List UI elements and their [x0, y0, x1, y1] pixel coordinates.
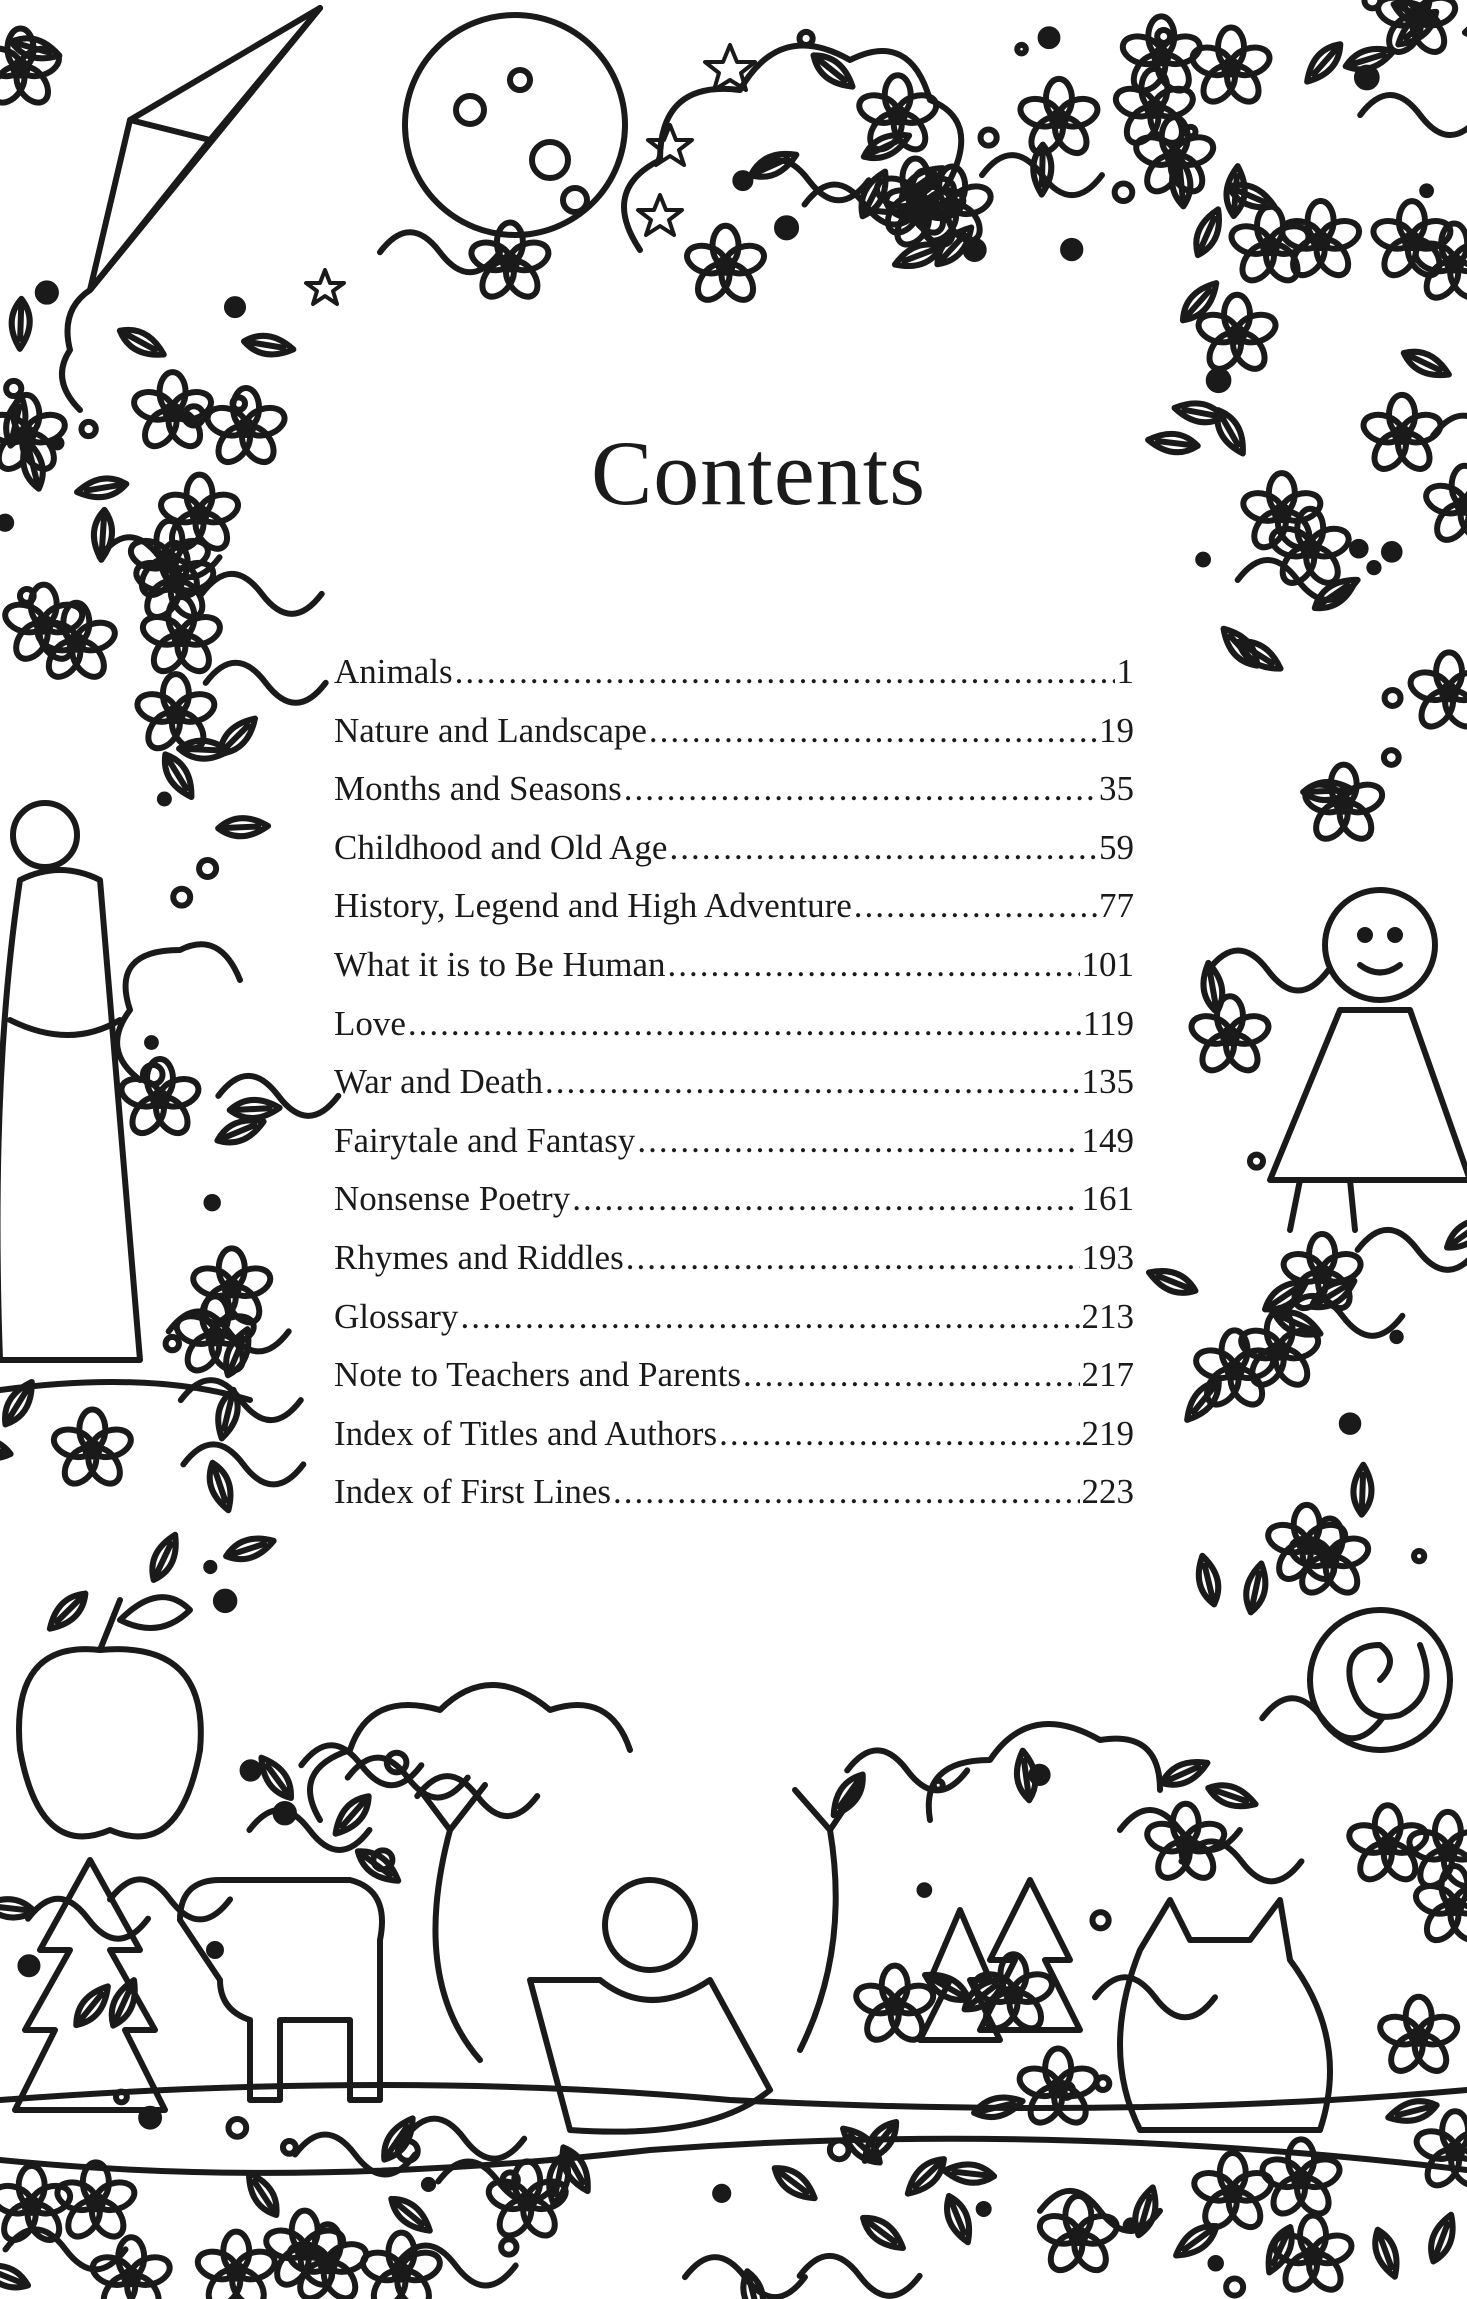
dot-leader [626, 1238, 1080, 1278]
dot [216, 1592, 234, 1610]
dot [38, 283, 56, 301]
leaf-icon [214, 1113, 267, 1149]
toc-entry-title: Animals [334, 652, 453, 691]
dot [1250, 1155, 1263, 1168]
toc-entry-title: Rhymes and Riddles [334, 1237, 624, 1277]
vine-swirl [1262, 1698, 1382, 1738]
dot [1384, 750, 1399, 765]
dot-leader [637, 1121, 1079, 1161]
dot-leader [460, 1297, 1079, 1337]
leaf-icon [229, 1099, 280, 1119]
dot [1017, 45, 1026, 54]
toc-entry-title: Months and Seasons [334, 769, 622, 809]
toc-entry-title: Note to Teachers and Parents [334, 1355, 742, 1395]
leaf-icon [1033, 144, 1052, 194]
toc-entry[interactable] [334, 1062, 1134, 1121]
leaf-icon [218, 817, 269, 837]
toc-entry[interactable] [334, 945, 1134, 1004]
moon-illustration [405, 15, 625, 235]
dot [6, 381, 21, 396]
toc-entry-page: 161 [1081, 1179, 1134, 1219]
flower-icon [134, 674, 218, 754]
dot [166, 1337, 179, 1350]
dot [228, 2119, 246, 2137]
vine-swirl [110, 1879, 230, 1919]
toc-entry[interactable] [334, 1472, 1134, 1531]
dot-leader [572, 1179, 1079, 1219]
leaf-icon [972, 2092, 1025, 2121]
flower-icon [1302, 765, 1386, 845]
dot [141, 2109, 159, 2127]
flower-icon [1413, 2111, 1467, 2191]
toc-entry-page: 135 [1081, 1062, 1134, 1102]
toc-entry-page: 223 [1081, 1472, 1134, 1512]
dot [206, 1197, 217, 1208]
dot [116, 2092, 127, 2103]
leaf-icon [223, 1532, 276, 1565]
dot-leader [649, 711, 1097, 751]
flower-icon [1370, 201, 1454, 281]
toc-entry[interactable] [334, 886, 1134, 945]
toc-entry-page: 35 [1099, 769, 1134, 809]
vine-swirl [206, 663, 326, 703]
toc-entry[interactable] [334, 1121, 1134, 1180]
dot [1422, 186, 1431, 195]
dot [1157, 30, 1170, 43]
dot [243, 1762, 259, 1778]
flower-icon [359, 2233, 443, 2299]
dot [715, 2187, 728, 2200]
dot-leader [455, 652, 1115, 692]
leaf-icon [1242, 1562, 1270, 1615]
dot [160, 795, 169, 804]
dot-leader [408, 1004, 1081, 1044]
leaf-icon [1261, 2223, 1298, 2276]
leaf-icon [1425, 2212, 1460, 2265]
leaf-icon [858, 2211, 909, 2255]
leaf-icon [826, 1769, 870, 1820]
vine-swirl [202, 574, 322, 614]
flower-icon [1188, 996, 1272, 1076]
dot [777, 218, 796, 237]
toc-entry-title: Fairytale and Fantasy [334, 1120, 636, 1160]
toc-entry-page: 213 [1081, 1296, 1134, 1336]
leaf-icon [44, 1587, 92, 1635]
toc-entry[interactable] [334, 1414, 1134, 1473]
leaf-icon [1233, 634, 1285, 676]
toc-entry-title: Nonsense Poetry [334, 1179, 571, 1219]
toc-entry-page: 1 [1116, 652, 1134, 691]
dot [1063, 241, 1080, 258]
toc-entry-title: War and Death [334, 1062, 544, 1102]
dot [1041, 29, 1058, 46]
toc-entry-page: 101 [1081, 944, 1134, 984]
leaf-icon [1205, 1780, 1258, 1813]
dot-leader [667, 945, 1079, 985]
leaf-icon [1369, 2227, 1403, 2280]
leaf-icon [747, 147, 800, 184]
toc-entry-title: Glossary [334, 1296, 459, 1336]
vine-swirl [28, 1899, 148, 1939]
leaf-icon [1271, 1306, 1324, 1342]
toc-entry[interactable] [334, 1238, 1134, 1297]
dot [1342, 1415, 1358, 1431]
dot [1210, 2258, 1221, 2269]
dot [206, 1563, 214, 1571]
vine-swirl [181, 1380, 301, 1420]
toc-entry-page: 77 [1099, 886, 1134, 926]
leaf-icon [1014, 1749, 1038, 1801]
leaf-icon [808, 48, 858, 93]
leaf-icon [386, 2192, 436, 2238]
vine-swirl [1095, 1977, 1215, 2017]
flower-icon [1189, 28, 1273, 108]
dot-leader [545, 1062, 1079, 1102]
page-title: Contents [590, 422, 927, 524]
dot [800, 32, 813, 45]
leaf-icon [941, 2193, 977, 2246]
flower-icon [2, 585, 86, 665]
leaf-icon [69, 1981, 115, 2031]
toc-entry-page: 217 [1081, 1355, 1134, 1395]
leaf-icon [1130, 2185, 1161, 2238]
dot [143, 1065, 163, 1085]
dot [1226, 2279, 1243, 2296]
toc-entry-page: 149 [1081, 1120, 1134, 1160]
dot [233, 397, 245, 409]
leaf-icon [1146, 1264, 1199, 1299]
table-of-contents [334, 652, 1134, 1531]
leaf-icon [1343, 43, 1396, 75]
dot [919, 1885, 929, 1895]
leaf-icon [1190, 206, 1227, 259]
dot [424, 2180, 433, 2189]
leaf-icon [213, 712, 261, 760]
dot [147, 1038, 156, 1047]
dot [1364, 0, 1380, 8]
flower-icon [1036, 2196, 1120, 2276]
leaf-icon [0, 1434, 13, 1463]
dot [981, 130, 997, 146]
dot [1352, 542, 1366, 556]
dot-leader [624, 769, 1097, 809]
leaf-icon [204, 1460, 237, 1513]
leaf-icon [241, 2168, 283, 2220]
toc-entry[interactable] [334, 828, 1134, 887]
leaf-icon [1386, 2096, 1439, 2126]
bear-illustration [180, 1880, 382, 2100]
dot [1209, 371, 1229, 391]
toc-entry-title: Index of Titles and Authors [334, 1413, 718, 1453]
toc-entry-title: History, Legend and High Adventure [334, 886, 852, 926]
flower-icon [1279, 201, 1363, 281]
leaf-icon [1194, 1554, 1223, 1607]
leaf-icon [254, 1752, 298, 1803]
leaf-icon [0, 2258, 31, 2293]
dot [1384, 544, 1400, 560]
vine-swirl [1208, 951, 1328, 991]
dot-leader [613, 1472, 1079, 1512]
toc-entry-page: 219 [1081, 1413, 1134, 1453]
toc-entry-page: 193 [1081, 1237, 1134, 1277]
dot [276, 1804, 294, 1822]
dot-leader [669, 828, 1097, 868]
dot [1414, 1551, 1424, 1561]
vine-swirl [800, 2256, 920, 2296]
leaf-icon [1217, 623, 1264, 672]
leaf-icon [1353, 1464, 1373, 1515]
leaf-icon [11, 299, 31, 350]
leaf-icon [1400, 345, 1453, 383]
leaf-icon [243, 332, 295, 358]
flower-icon [50, 1409, 134, 1489]
toc-entry[interactable] [334, 1004, 1134, 1063]
dot [199, 860, 216, 877]
dot [1198, 555, 1208, 565]
fox-illustration [1120, 1900, 1330, 2130]
vine-swirl [1360, 95, 1467, 135]
flower-icon [0, 29, 63, 109]
toc-entry-page: 19 [1099, 710, 1134, 750]
leaf-icon [1300, 38, 1347, 87]
leaf-icon [1158, 1755, 1211, 1792]
dot [1092, 1912, 1108, 1928]
toc-entry[interactable] [334, 1355, 1134, 1414]
toc-entry[interactable] [334, 769, 1134, 828]
flower-icon [1407, 652, 1467, 732]
apple-illustration [19, 1597, 201, 1836]
dot [1385, 690, 1401, 706]
toc-entry-title: What it is to Be Human [334, 944, 666, 984]
flower-icon [1346, 1805, 1430, 1885]
doll-illustration [1270, 890, 1467, 1230]
toc-entry[interactable] [334, 652, 1134, 711]
toc-entry-page: 59 [1099, 827, 1134, 867]
dot [173, 889, 190, 906]
dot [1369, 563, 1378, 572]
dot [1186, 127, 1195, 136]
leaf-icon [943, 2162, 995, 2185]
person-with-birds-illustration [420, 1785, 860, 2132]
leaf-icon [1464, 16, 1467, 41]
toc-entry-title: Nature and Landscape [334, 710, 647, 750]
leaf-icon [146, 1531, 184, 1584]
toc-entry-title: Childhood and Old Age [334, 827, 668, 867]
leaf-icon [902, 2153, 951, 2201]
dot-leader [719, 1414, 1079, 1454]
dot [1392, 1333, 1400, 1341]
dot [501, 2239, 516, 2254]
toc-entry-title: Index of First Lines [334, 1472, 612, 1512]
flower-icon [683, 226, 767, 306]
dot [979, 2204, 989, 2214]
flower-icon [1377, 1997, 1461, 2077]
dot [934, 1781, 943, 1790]
flower-icon [54, 2162, 138, 2242]
flower-icon [1017, 79, 1101, 159]
toc-entry-page: 119 [1082, 1003, 1134, 1043]
leaf-icon [1180, 1375, 1226, 1425]
toc-entry[interactable] [334, 711, 1134, 770]
dot [20, 1957, 37, 1974]
dot-leader [854, 886, 1097, 926]
leaf-icon [1442, 1211, 1467, 1255]
toc-entry[interactable] [334, 1297, 1134, 1356]
vine-swirl [404, 2119, 524, 2159]
leaf-icon [769, 2161, 820, 2205]
toc-entry-title: Love [334, 1003, 406, 1043]
toc-entry[interactable] [334, 1179, 1134, 1238]
leaf-icon [116, 323, 169, 363]
vine-swirl [183, 1444, 303, 1484]
dot [227, 299, 243, 315]
flower-icon [1193, 1330, 1277, 1410]
dot [1115, 183, 1133, 201]
dot-leader [743, 1355, 1079, 1395]
